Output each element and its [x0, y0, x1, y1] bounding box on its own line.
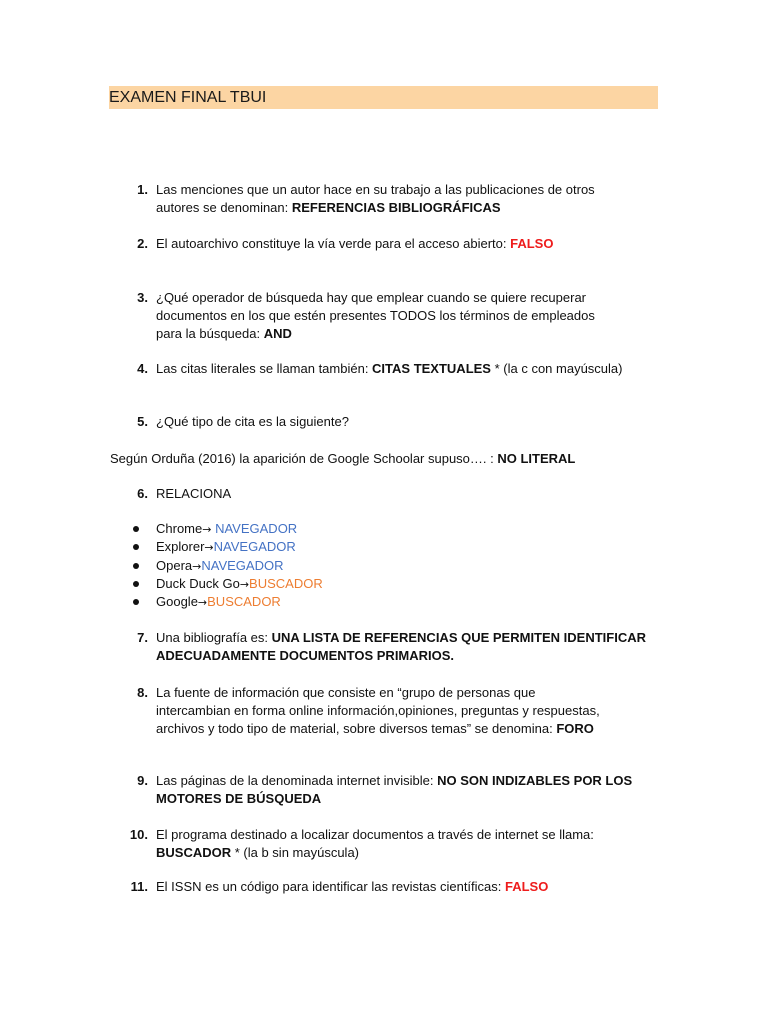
exam-title: EXAMEN FINAL TBUI	[109, 86, 658, 109]
bullet-icon	[133, 563, 139, 569]
arrow-right-icon: →	[197, 596, 208, 609]
question-text: La fuente de información que consiste en “grupo de personas que	[156, 685, 536, 700]
question-10	[110, 826, 660, 862]
question-9	[110, 772, 660, 808]
relaciona-list	[110, 520, 610, 611]
question-number: 6.	[137, 486, 148, 501]
list-item	[110, 557, 610, 575]
list-item	[110, 593, 610, 611]
question-text: RELACIONA	[156, 486, 232, 501]
question-5	[110, 413, 660, 431]
question-text: Las menciones que un autor hace en su trabajo a las publicaciones de otros	[156, 182, 595, 197]
answer-text: NO LITERAL	[497, 451, 576, 466]
item-label: Chrome	[156, 521, 203, 536]
question-text: intercambian en forma online información,opiniones, preguntas y respuestas,	[156, 703, 600, 718]
list-item	[110, 520, 610, 538]
bullet-icon	[133, 544, 139, 550]
question-text: Las citas literales se llaman también:	[156, 361, 373, 376]
answer-text: ADECUADAMENTE DOCUMENTOS PRIMARIOS.	[156, 648, 455, 663]
answer-text: NAVEGADOR	[213, 539, 296, 555]
list-item	[110, 538, 610, 556]
answer-text: BUSCADOR	[156, 845, 232, 860]
question-number: 1.	[137, 182, 148, 197]
question-text: archivos y todo tipo de material, sobre diversos temas” se denomina:	[156, 721, 557, 736]
question-text: Una bibliografía es:	[156, 630, 272, 645]
answer-text: UNA LISTA DE REFERENCIAS QUE PERMITEN IDENTIFICAR	[271, 630, 646, 645]
question-number: 2.	[137, 236, 148, 251]
answer-text: NAVEGADOR	[211, 521, 298, 536]
question-3	[110, 289, 660, 343]
question-number: 7.	[137, 630, 148, 645]
question-number: 4.	[137, 361, 148, 376]
answer-text: FALSO	[505, 879, 549, 894]
question-text: ¿Qué operador de búsqueda hay que emplear cuando se quiere recuperar	[156, 290, 587, 305]
question-number: 9.	[137, 773, 148, 788]
arrow-right-icon: →	[202, 523, 212, 536]
item-label: Google	[156, 594, 198, 609]
answer-text: NO SON INDIZABLES POR LOS	[437, 773, 633, 788]
question-4	[110, 360, 660, 378]
citation-line	[110, 450, 670, 468]
question-7	[110, 629, 660, 665]
question-number: 11.	[130, 879, 148, 894]
answer-text: FORO	[556, 721, 594, 736]
question-number: 5.	[137, 414, 148, 429]
question-number: 10.	[129, 827, 148, 842]
question-text: El ISSN es un código para identificar las revistas científicas:	[156, 879, 505, 894]
question-text: El programa destinado a localizar documentos a través de internet se llama:	[156, 827, 594, 842]
answer-note: * (la c con mayúscula)	[490, 361, 623, 376]
answer-text: NAVEGADOR	[201, 557, 284, 573]
answer-text: CITAS TEXTUALES	[372, 361, 491, 376]
question-text: El autoarchivo constituye la vía verde para el acceso abierto:	[156, 236, 511, 251]
item-label: Explorer	[156, 539, 205, 555]
question-11	[110, 878, 660, 896]
question-text: autores se denominan:	[156, 200, 292, 215]
answer-note: * (la b sin mayúscula)	[231, 845, 360, 860]
arrow-right-icon: →	[239, 577, 250, 591]
bullet-icon	[133, 599, 139, 605]
question-text: ¿Qué tipo de cita es la siguiente?	[156, 414, 349, 429]
citation-text: Según Orduña (2016) la aparición de Google Schoolar supuso…. :	[110, 451, 498, 466]
question-6	[110, 485, 660, 503]
answer-text: BUSCADOR	[207, 594, 281, 609]
answer-text: FALSO	[510, 236, 554, 251]
question-number: 8.	[137, 685, 148, 700]
arrow-right-icon: →	[192, 559, 202, 573]
answer-text: AND	[263, 326, 292, 341]
question-number: 3.	[137, 290, 148, 305]
question-2	[110, 235, 660, 253]
question-1	[110, 181, 660, 217]
question-text: para la búsqueda:	[156, 326, 264, 341]
question-text: Las páginas de la denominada internet invisible:	[156, 773, 438, 788]
question-8	[110, 684, 660, 738]
question-text: documentos en los que estén presentes TODOS los términos de empleados	[156, 308, 595, 323]
answer-text: REFERENCIAS BIBLIOGRÁFICAS	[291, 200, 501, 215]
item-label: Duck Duck Go	[156, 575, 240, 591]
bullet-icon	[133, 526, 139, 532]
answer-text: BUSCADOR	[249, 575, 323, 591]
answer-text: MOTORES DE BÚSQUEDA	[156, 791, 322, 806]
bullet-icon	[133, 581, 139, 587]
list-item	[110, 575, 610, 593]
arrow-right-icon: →	[204, 541, 214, 555]
item-label: Opera	[156, 557, 193, 573]
